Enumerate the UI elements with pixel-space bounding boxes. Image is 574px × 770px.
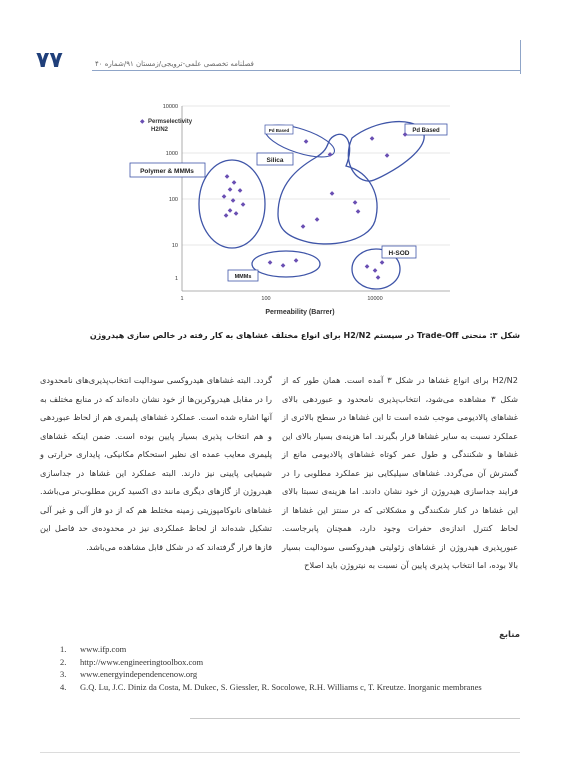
paragraph: H2/N2 برای انواع غشاها در شکل ۳ آمده است. همان طور که از شکل ۳ مشاهده می‌شود، انتخاب‌پذیری نامحدود و عبوردهی بالای غشاهای پالادیومی موجب شده است تا این غشاها در سطح بالاتری از عملکرد نسبت به سایر غشاها قرار بگیرند. اما هزینه‌ی بسیار بالای این غشاها و شکنندگی و طول عمر کوتاه غشاهای پالادیومی مانع از گسترش آن می‌گردد. غشاهای سیلیکایی نیز عملکرد مطلوبی را در فرایند جداسازی هیدروژن از خود نشان دادند. اما هزینه‌ی نسبتا بالای این غشاها در کنار شکنندگی و مشکلاتی که در سنتز این غشاها از لحاظ کنترل اندازه‌ی حفرات وجود دارد، همچنان پابرجاست. عبورپذیری هیدروژن از غشاهای زئولیتی هیدروکسی سودالیت بسیار بالا بوده، اما انتخاب پذیری پایین آن نسبت به نیتروژن باید اصلاح [282, 375, 518, 570]
data-point: ◆ [233, 211, 239, 217]
references-list [60, 643, 520, 693]
data-point: ◆ [293, 258, 299, 264]
x-tick-label: 10000 [367, 296, 383, 302]
reference-number: 3. [60, 669, 67, 679]
data-point: ◆ [230, 198, 236, 204]
data-point: ◆ [300, 224, 306, 230]
references-heading: منابع [499, 630, 520, 640]
polymer-label: Polymer & MMMs [140, 168, 194, 175]
data-point: ◆ [314, 217, 320, 223]
journal-header: فصلنامه تخصصی علمی-ترویجی/زمستان ۹۱/شماره ۴۰ [95, 60, 254, 68]
x-tick-label: 100 [261, 296, 271, 302]
data-point: ◆ [227, 187, 233, 193]
y-axis-label: Permselectivity [148, 119, 193, 125]
pd-small-label: Pd Based [268, 128, 290, 133]
silica-label: Silica [266, 157, 284, 164]
data-point: ◆ [240, 202, 246, 208]
reference-link[interactable]: www.ifp.com [80, 644, 127, 654]
figure [120, 96, 460, 331]
data-point: ◆ [329, 191, 335, 197]
data-point: ◆ [372, 268, 378, 274]
body-left-column [40, 371, 272, 556]
data-point: ◆ [402, 132, 408, 138]
data-point: ◆ [267, 260, 273, 266]
x-tick-label: 1 [180, 296, 184, 302]
footer-rule [190, 718, 520, 719]
tradeoff-chart [120, 96, 460, 331]
data-point: ◆ [280, 263, 286, 269]
footer-rule-bottom [40, 752, 520, 753]
page-number: ۷۷ [36, 48, 63, 73]
y-tick-label: 10000 [162, 104, 178, 110]
reference-link[interactable]: www.energyindependencenow.org [80, 669, 198, 679]
reference-number: 2. [60, 656, 67, 667]
data-point: ◆ [379, 260, 385, 266]
data-point: ◆ [223, 213, 229, 219]
body-right-column [282, 371, 518, 575]
data-point: ◆ [227, 208, 233, 214]
hsod-label: H-SOD [388, 250, 410, 257]
reference-text: G.Q. Lu, J.C. Diniz da Costa, M. Dukec, S. Giessler, R. Socolowe, R.H. Williams c, T. Kreutze. Inorganic membranes [80, 681, 482, 692]
reference-link[interactable]: http://www.engineeringtoolbox.com [80, 656, 204, 667]
paragraph: گردد. البته غشاهای هیدروکسی سودالیت انتخاب‌پذیری‌های نامحدودی را در مقابل هیدروکربن‌ها از خود نشان داده‌اند که در منابع مختلف به آنها اشاره شده است. عملکرد غشاهای پلیمری هم از لحاظ عبوردهی و هم انتخاب پذیری بسیار پایین بوده است. ضمن اینکه غشاهای پلیمری معایب عمده ای نظیر استحکام مکانیکی، پایداری حرارتی و شیمیایی پایینی نیز دارند. البته عملکرد این غشاها در جداسازی هیدروژن از گازهای دیگری مانند دی اکسید کربن مطلوب‌تر می‌باشد. غشاهای نانوکامپوزیتی زمینه مختلط هم که از دو فاز آلی و غیر آلی تشکیل شده‌اند از لحاظ عملکردی نیز در محدوده‌ی حد فاصل این فازها قرار گرفته‌اند که در شکل قابل مشاهده می‌باشد. [40, 375, 272, 552]
data-point: ◆ [327, 152, 333, 158]
reference-item [60, 681, 520, 694]
data-point: ◆ [231, 180, 237, 186]
data-point: ◆ [303, 139, 309, 145]
reference-item [60, 656, 520, 669]
data-point: ◆ [355, 209, 361, 215]
y-tick-label: 100 [168, 197, 178, 203]
side-rule [520, 40, 521, 74]
reference-number: 1. [60, 644, 67, 654]
data-point: ◆ [224, 174, 230, 180]
reference-item [60, 668, 520, 681]
mmms-label: MMMs [234, 274, 252, 280]
pd-label: Pd Based [412, 128, 440, 134]
data-point: ◆ [384, 153, 390, 159]
x-axis-label: Permeability (Barrer) [265, 309, 335, 316]
legend-marker-icon: ◆ [140, 119, 145, 125]
y-tick-label: 10 [171, 243, 178, 249]
mmms-region [252, 251, 320, 277]
data-point: ◆ [375, 275, 381, 281]
data-point: ◆ [237, 188, 243, 194]
y-tick-label: 1 [174, 276, 178, 282]
reference-number: 4. [60, 681, 67, 692]
figure-caption: شکل ۳: منحنی Trade-Off در سیستم H2/N2 برای انواع مختلف غشاهای به کار رفته در خالص سازی هیدروژن [89, 331, 520, 340]
reference-item [60, 643, 520, 656]
data-point: ◆ [369, 136, 375, 142]
header-rule [92, 70, 520, 71]
data-point: ◆ [221, 194, 227, 200]
y-tick-label: 1000 [165, 151, 178, 157]
y-axis-label-2: H2/N2 [151, 127, 169, 133]
data-point: ◆ [364, 264, 370, 270]
polymer-region [199, 160, 265, 248]
data-point: ◆ [352, 200, 358, 206]
